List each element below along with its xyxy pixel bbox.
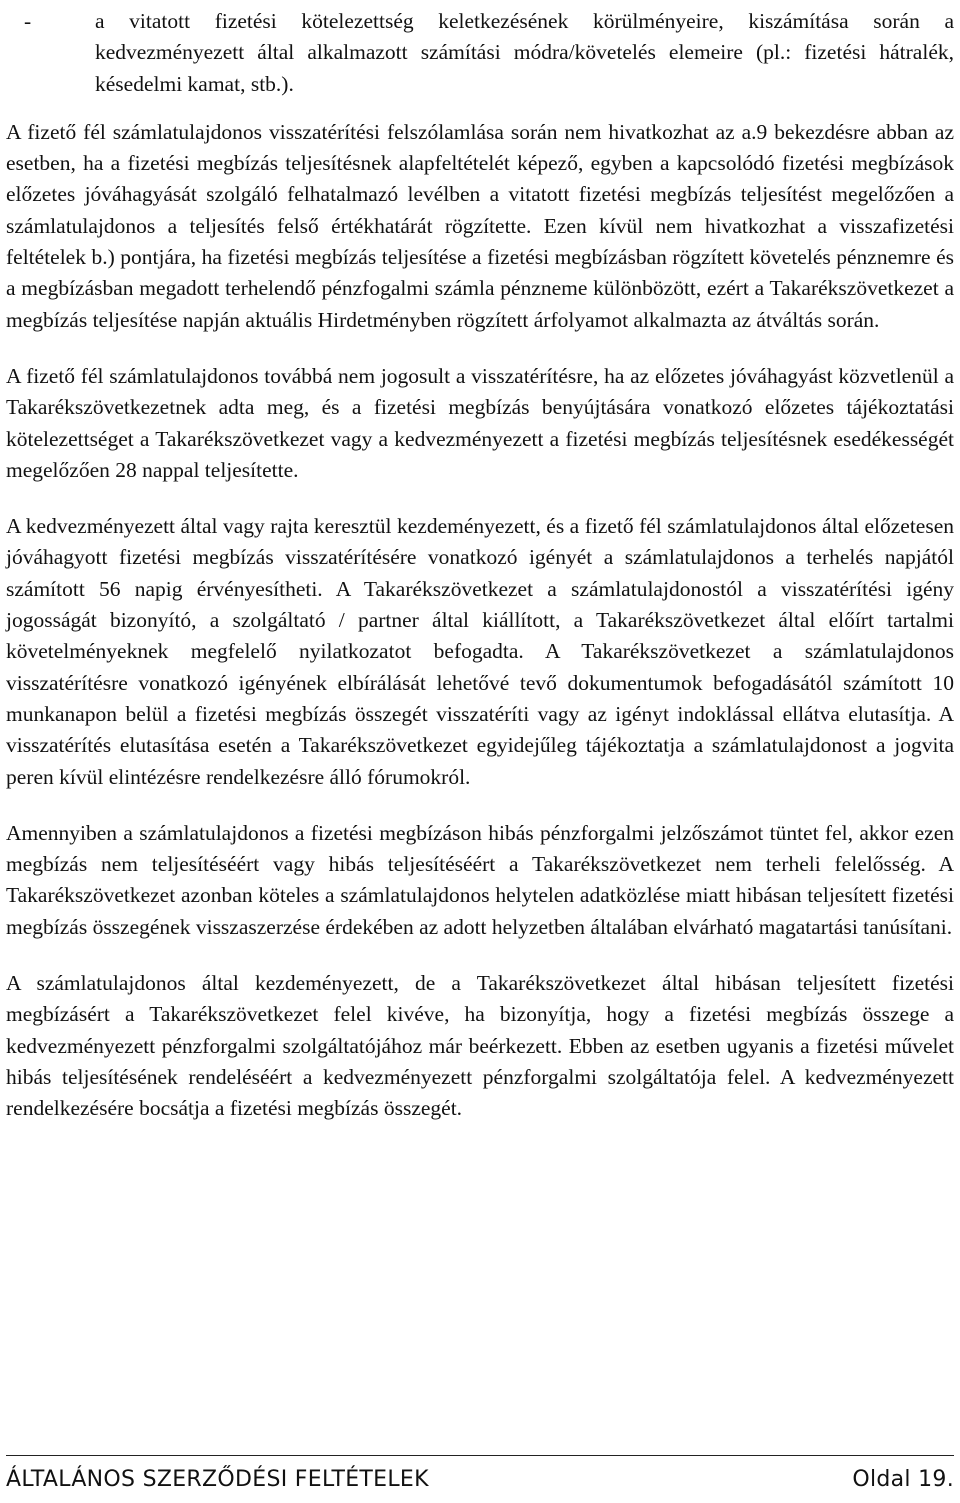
footer-title: ÁLTALÁNOS SZERZŐDÉSI FELTÉTELEK (6, 1467, 429, 1492)
bullet-marker: - (24, 9, 32, 33)
page-number: Oldal 19. (852, 1467, 954, 1492)
paragraph-incorrect-account-number: Amennyiben a számlatulajdonos a fizetési megbízáson hibás pénzforgalmi jelzőszámot tüntet fel, akkor ezen megbízás nem teljesítéséért vagy hibás teljesítéséért a Takarékszövetkezet nem terheli felelősség. A Takarékszövetkezet azonban köteles a számlatulajdonos helytelen adatközlése miatt hibásan teljesített fizetési megbízás összegének visszaszerzése érdekében az adott helyzetben általában elvárható magatartási tanúsítani. (6, 820, 954, 939)
bullet-item (6, 6, 954, 100)
document-body (6, 0, 954, 1125)
page-footer (6, 1455, 954, 1492)
paragraph-faulty-execution: A számlatulajdonos által kezdeményezett, de a Takarékszövetkezet által hibásan teljesített fizetési megbízásért a Takarékszövetkezet felel kivéve, ha bizonyítja, hogy a fizetési megbízás összege a kedvezményezett pénzforgalmi szolgáltatójához már beérkezett. Ebben az esetben ugyanis a fizetési művelet hibás teljesítésének rendeléséért a kedvezményezett pénzforgalmi szolgáltatója felel. A kedvezményezett rendelkezésére bocsátja a fizetési megbízás összegét. (6, 971, 954, 1121)
paragraph-refund-exclusions: A fizető fél számlatulajdonos visszatérítési felszólamlása során nem hivatkozhat az a.9 bekezdésre abban az esetben, ha a fizetési megbízás teljesítésnek alapfeltételét képező, egyben a kapcsolódó fizetési megbízások előzetes jóváhagyását szolgáló felhatalmazó levélben a vitatott fizetési megbízás teljesítést megelőzően a számlatulajdonos a teljesítés felső értékhatárát rögzítette. Ezen kívül nem hivatkozhat a visszafizetési feltételek b.) pontjára, ha fizetési megbízás teljesítése a fizetési megbízásban rögzített követelés pénznemre és a megbízásban megadott terhelendő pénzfogalmi számla pénzneme különbözött, ezért a Takarékszövetkezet a megbízás teljesítése napján aktuális Hirdetményben rögzített árfolyamot alkalmazta az átváltás során. (6, 119, 954, 332)
paragraph-prior-approval: A fizető fél számlatulajdonos továbbá nem jogosult a visszatérítésre, ha az előzetes jóváhagyást közvetlenül a Takarékszövetkezetnek adta meg, és a fizetési megbízás benyújtására vonatkozó előzetes tájékoztatási kötelezettséget a Takarékszövetkezet vagy a kedvezményezett a fizetési megbízás teljesítésnek esedékességét megelőzően 28 nappal teljesítette. (6, 363, 954, 482)
bullet-text: a vitatott fizetési kötelezettség keletkezésének körülményeire, kiszámítása során a kedvezményezett által alkalmazott számítási módra/követelés elemeire (pl.: fizetési hátralék, késedelmi kamat, stb.). (95, 9, 954, 96)
paragraph-refund-claim-deadline: A kedvezményezett által vagy rajta keresztül kezdeményezett, és a fizető fél számlatulajdonos által előzetesen jóváhagyott fizetési megbízás visszatérítésére vonatkozó igényét a számlatulajdonos a terhelés napjától számított 56 napig érvényesítheti. A Takarékszövetkezet a számlatulajdonostól a visszatérítési igény jogosságát bizonyító, a szolgáltató / partner által kiállított, a Takarékszövetkezet által előírt tartalmi követelményeknek megfelelő nyilatkozatot befogadta. A Takarékszövetkezet a számlatulajdonos visszatérítésre vonatkozó igényének elbírálását lehetővé tevő dokumentumok befogadásától számított 10 munkanapon belül a fizetési megbízás összegét visszatéríti vagy az igényt indoklással ellátva elutasítja. A visszatérítés elutasítása esetén a Takarékszövetkezet egyidejűleg tájékoztatja a számlatulajdonost a jogvita peren kívül elintézésre rendelkezésre álló fórumokról. (6, 514, 954, 789)
